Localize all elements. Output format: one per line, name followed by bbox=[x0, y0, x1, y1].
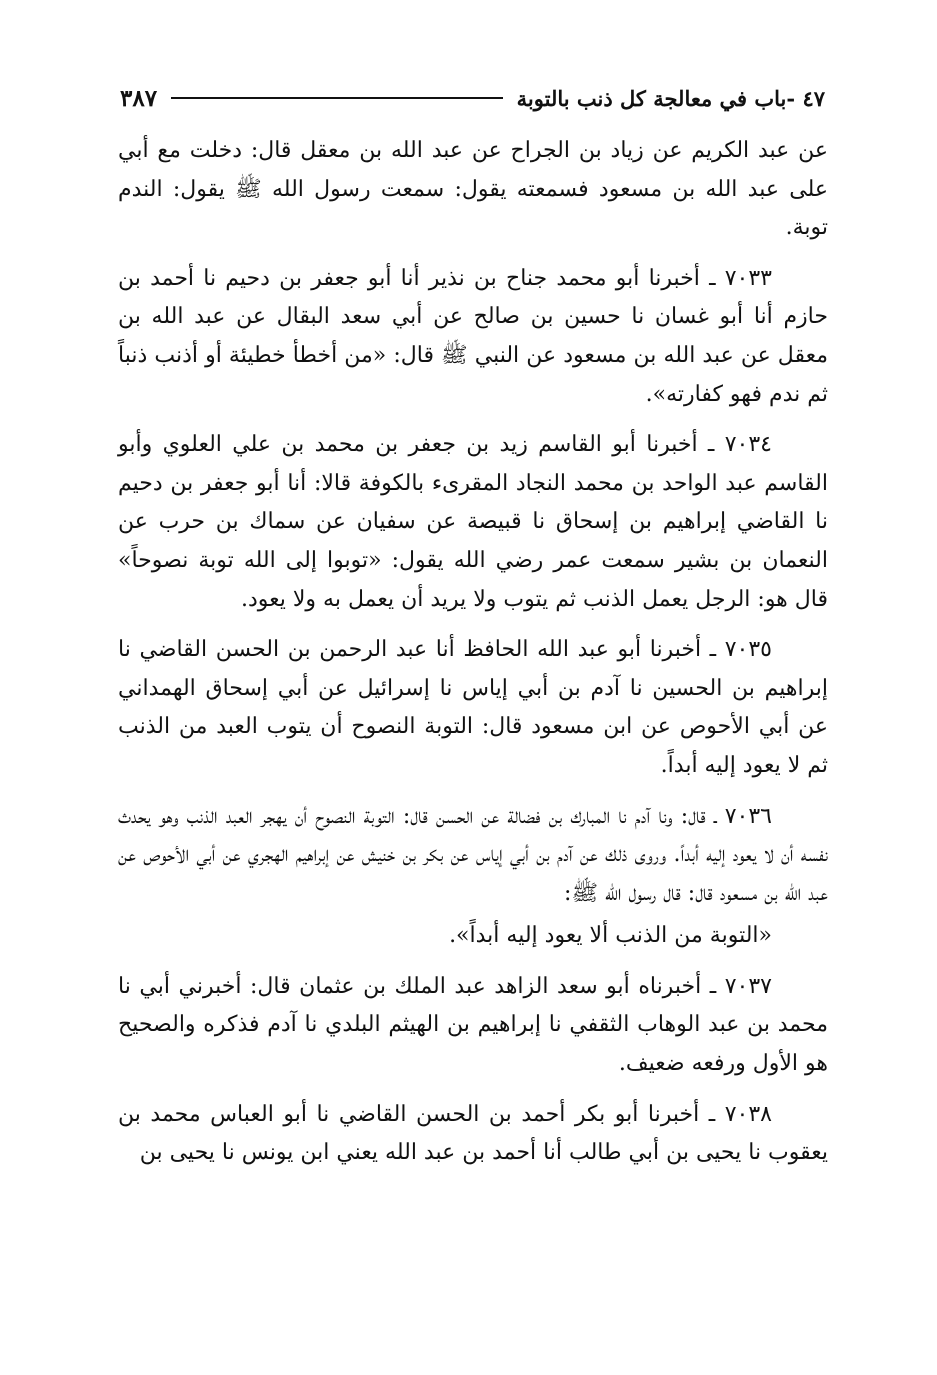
page-number: ٣٨٧ bbox=[120, 84, 158, 112]
running-title: ٤٧ -باب في معالجة كل ذنب بالتوبة bbox=[516, 85, 825, 111]
header-rule bbox=[171, 97, 503, 99]
hadith-7036: ٧٠٣٦ ـ قال: ونا آدم نا المبارك بن فضالة عن الحسن قال: التوبة النصوح أن يهجر العبد الذنب وهو يحدث نفسه أن لا يعود إليه أبداً. وروى ذلك عن آدم بن أبي إياس عن بكر بن خنيش عن إبراهيم الهجري عن أبي الأحوص عن عبد الله بن مسعود قال: قال رسول الله ﷺ: bbox=[118, 803, 828, 906]
hadith-7035: ٧٠٣٥ ـ أخبرنا أبو عبد الله الحافظ أنا عبد الرحمن بن الحسن القاضي نا إبراهيم بن الحسين نا آدم بن أبي إياس نا إسرائيل عن أبي إسحاق الهمداني عن أبي الأحوص عن ابن مسعود قال: التوبة النصوح أن يتوب العبد من الذنب ثم لا يعود إليه أبداً. bbox=[118, 637, 828, 778]
paragraph-continuation: عن عبد الكريم عن زياد بن الجراح عن عبد الله بن معقل قال: دخلت مع أبي على عبد الله بن مسعود فسمعته يقول: سمعت رسول الله ﷺ يقول: الندم توبة. bbox=[118, 138, 828, 241]
hadith-7037: ٧٠٣٧ ـ أخبرناه أبو سعد الزاهد عبد الملك بن عثمان قال: أخبرني أبي نا محمد بن عبد الوهاب الثقفي نا إبراهيم بن الهيثم البلدي نا آدم فذكره والصحيح هو الأول ورفعه ضعيف. bbox=[118, 973, 828, 1077]
hadith-quote: «التوبة من الذنب ألا يعود إليه أبداً». bbox=[449, 923, 772, 949]
hadith-7034: ٧٠٣٤ ـ أخبرنا أبو القاسم زيد بن جعفر بن محمد بن علي العلوي وأبو القاسم عبد الواحد بن محمد النجاد المقرىء بالكوفة قالا: أنا أبو جعفر بن دحيم نا القاضي إبراهيم بن إسحاق نا قبيصة عن سفيان عن سماك بن حرب عن النعمان بن بشير سمعت عمر رضي الله يقول: «توبوا إلى الله توبة نصوحاً» قال هو: الرجل يعمل الذنب ثم يتوب ولا يريد أن يعمل به ولا يعود. bbox=[118, 432, 828, 612]
page-header bbox=[120, 78, 825, 118]
page-body bbox=[118, 132, 828, 1173]
hadith-7033: ٧٠٣٣ ـ أخبرنا أبو محمد جناح بن نذير أنا أبو جعفر بن دحيم نا أحمد بن حازم أنا أبو غسان نا حسين بن صالح عن أبي سعد البقال عن عبد الله بن معقل عن عبد الله بن مسعود عن النبي ﷺ قال: «من أخطأ خطيئة أو أذنب ذنباً ثم ندم فهو كفارته». bbox=[118, 265, 828, 407]
hadith-7038: ٧٠٣٨ ـ أخبرنا أبو بكر أحمد بن الحسن القاضي نا أبو العباس محمد بن يعقوب نا يحيى بن أبي طالب أنا أحمد بن عبد الله يعني ابن يونس نا يحيى بن bbox=[118, 1101, 828, 1166]
